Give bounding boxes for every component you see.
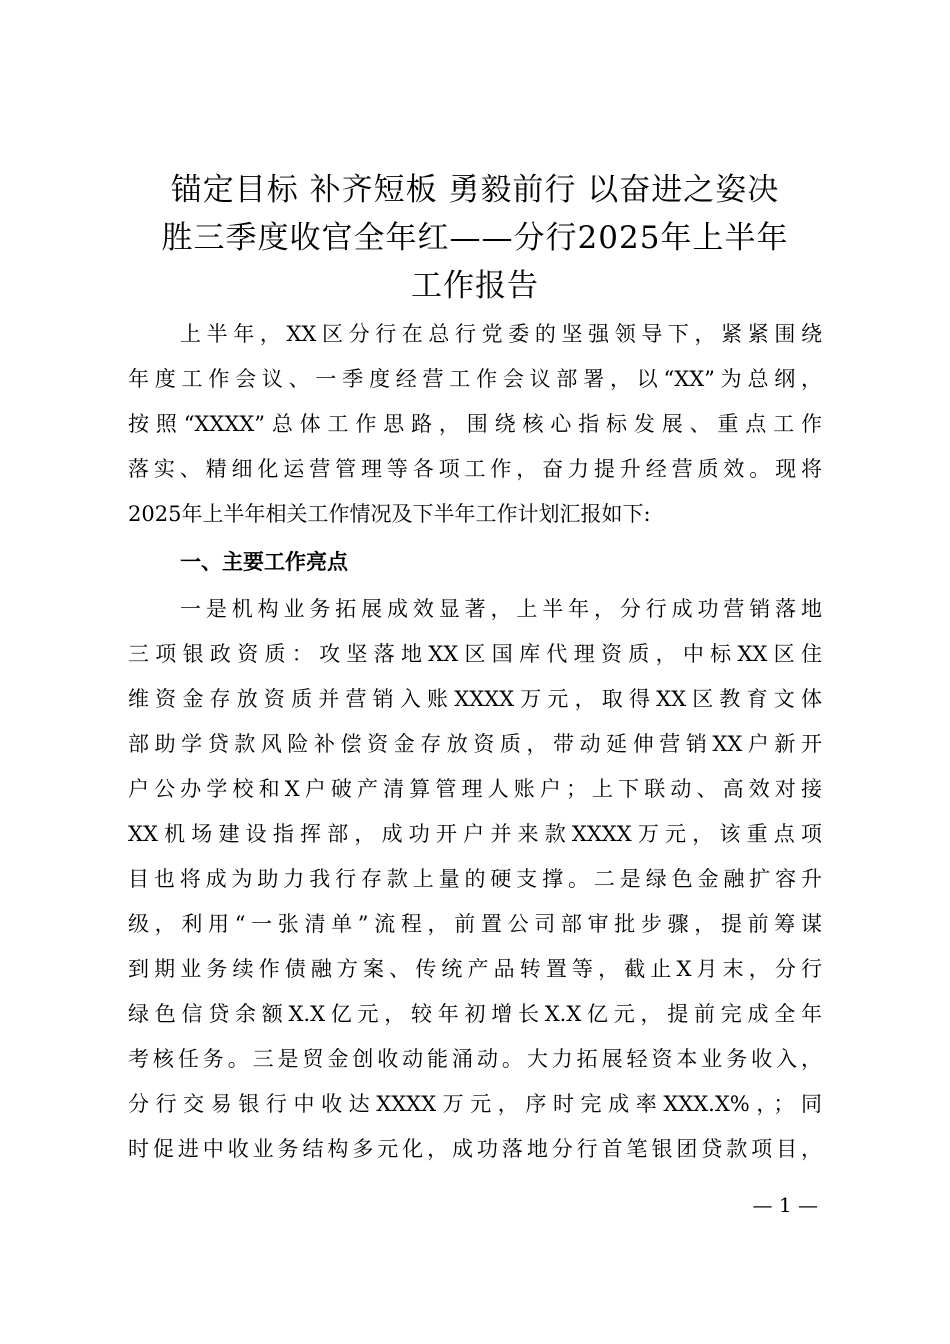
title-line-3: 工作报告 — [411, 268, 539, 304]
paragraph-line: 年度工作会议、一季度经营工作会议部署，以“XX”为总纲， — [128, 367, 822, 391]
document-title — [128, 166, 822, 310]
paragraph-line: 按照“XXXX”总体工作思路，围绕核心指标发展、重点工作 — [128, 412, 822, 436]
page-number: — 1 — — [752, 1193, 818, 1217]
paragraph-line: 到期业务续作债融方案、传统产品转置等，截止X月末，分行 — [128, 957, 822, 981]
paragraph-line: 户公办学校和X户破产清算管理人账户；上下联动、高效对接 — [128, 777, 822, 801]
paragraph-line: 目也将成为助力我行存款上量的硬支撑。二是绿色金融扩容升 — [128, 867, 822, 891]
title-line-2: 胜三季度收官全年红——分行2025年上半年 — [161, 220, 789, 256]
paragraph-line: 三项银政资质：攻坚落地XX区国库代理资质，中标XX区住 — [128, 642, 822, 666]
paragraph-line: 时促进中收业务结构多元化，成功落地分行首笔银团贷款项目， — [128, 1137, 822, 1161]
paragraph-line: 级，利用“一张清单”流程，前置公司部审批步骤，提前筹谋 — [128, 912, 822, 936]
section-heading: 一、主要工作亮点 — [180, 550, 348, 574]
paragraph-line: 分行交易银行中收达XXXX万元，序时完成率XXX.X%，；同 — [128, 1092, 822, 1116]
paragraph-line: 落实、精细化运营管理等各项工作，奋力提升经营质效。现将 — [128, 457, 822, 481]
paragraph-line: 考核任务。三是贸金创收动能涌动。大力拓展轻资本业务收入， — [128, 1047, 822, 1071]
highlights-paragraph — [128, 587, 822, 1172]
paragraph-line: 一是机构业务拓展成效显著，上半年，分行成功营销落地 — [180, 597, 822, 621]
paragraph-line: 上半年，XX区分行在总行党委的坚强领导下，紧紧围绕 — [180, 322, 822, 346]
paragraph-line: 绿色信贷余额X.X亿元，较年初增长X.X亿元，提前完成全年 — [128, 1002, 822, 1026]
document-body — [128, 312, 822, 1172]
paragraph-line: 部助学贷款风险补偿资金存放资质，带动延伸营销XX户新开 — [128, 732, 822, 756]
paragraph-line: XX机场建设指挥部，成功开户并来款XXXX万元，该重点项 — [128, 822, 822, 846]
title-line-1: 锚定目标 补齐短板 勇毅前行 以奋进之姿决 — [170, 172, 780, 208]
paragraph-line: 维资金存放资质并营销入账XXXX万元，取得XX区教育文体 — [128, 687, 822, 711]
intro-paragraph — [128, 312, 822, 537]
paragraph-line: 2025年上半年相关工作情况及下半年工作计划汇报如下: — [128, 502, 651, 526]
